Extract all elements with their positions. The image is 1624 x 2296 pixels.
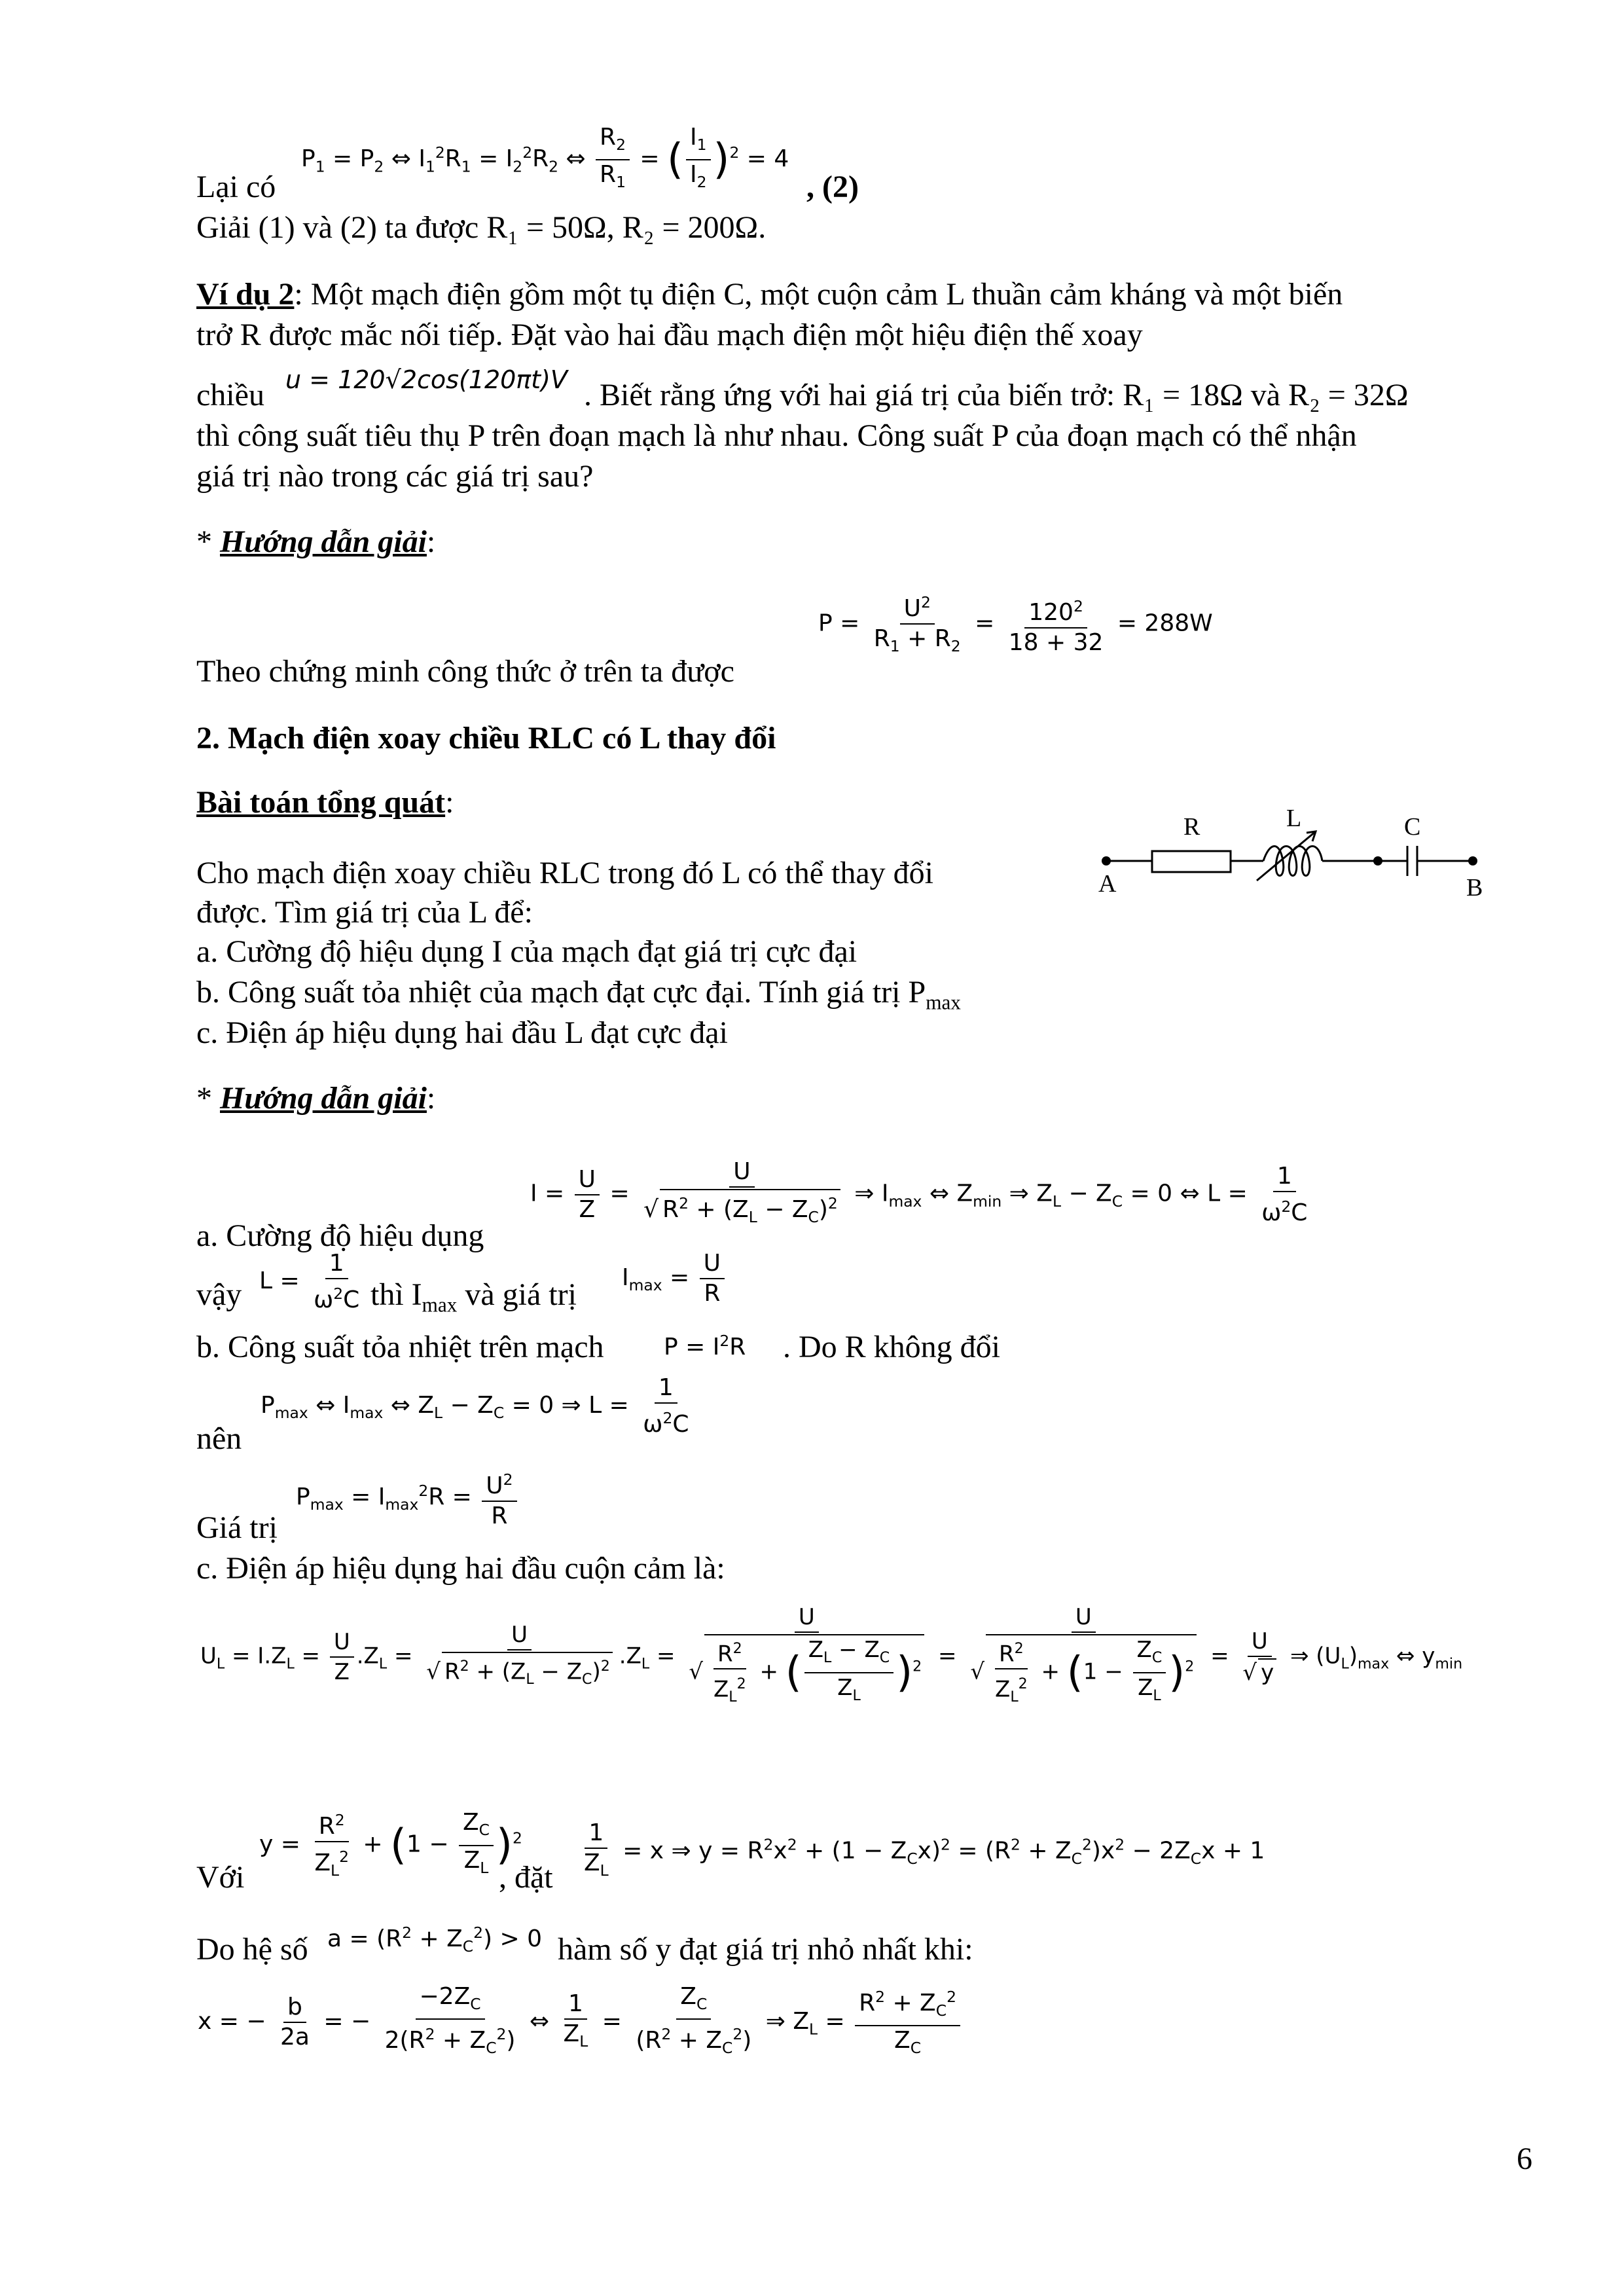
hint-heading-1: * Hướng dẫn giải: <box>196 524 436 559</box>
text-lai-co: Lại có <box>196 170 276 204</box>
text-solution-1: Giải (1) và (2) ta được R₁ = 50Ω, R₂ = 200Ω. <box>196 210 767 245</box>
hint-heading-2: * Hướng dẫn giải: <box>196 1081 436 1116</box>
formula-imax: $I_{max}$ = $\frac{U}{R}$ <box>622 1250 727 1307</box>
text-c-label: c. Điện áp hiệu dụng hai đầu cuộn cảm là: <box>196 1551 725 1586</box>
formula-y-def: y = $\frac{R^2}{Z_L^2}$ + (1 − $\frac{Z_C}{Z_L}$ )$^2$ <box>259 1807 522 1884</box>
circuit-label-a: A <box>1098 870 1117 898</box>
text-theo: Theo chứng minh công thức ở trên ta được <box>196 654 734 689</box>
example-2-line-1: Ví dụ 2: Một mạch điện gồm một tụ điện C, một cuộn cảm L thuần cảm kháng và một biến <box>196 277 1343 312</box>
formula-a-coeff: $a = (R^2 + Z_C^2) > 0$ <box>327 1923 543 1956</box>
example-2-line-3b: . Biết rằng ứng với hai giá trị của biến trở: R₁ = 18Ω và R₂ = 32Ω <box>584 378 1409 412</box>
page-number: 6 <box>1517 2141 1532 2176</box>
circuit-label-b: B <box>1466 874 1483 902</box>
example-2-line-5: giá trị nào trong các giá trị sau? <box>196 459 594 494</box>
formula-power: P = $\frac{U^2}{R_1 + R_2}$ = $\frac{120^2}{18 + 32}$ = 288W <box>818 589 1213 659</box>
problem-item-a: a. Cường độ hiệu dụng I của mạch đạt giá trị cực đại <box>196 934 857 969</box>
text-b-end: . Do R không đổi <box>783 1330 1001 1364</box>
example-2-line-2: trở R được mắc nối tiếp. Đặt vào hai đầu mạch điện một hiệu điện thế xoay <box>196 318 1143 352</box>
formula-current: I = $\frac{U}{Z}$ = $\frac{U}{√ R^2 + (Z_L - Z_C)^2}$ ⇒ $I_{max}$ ⇔ $Z_{min}$ ⇒ $Z_L - Z_C = 0$ ⇔ L = $\frac{1}{\omega^2C}$ <box>530 1159 1314 1230</box>
general-problem-heading: Bài toán tổng quát: <box>196 785 454 820</box>
text-dat: , đặt <box>499 1860 553 1895</box>
text-gia-tri: Giá trị <box>196 1510 278 1545</box>
example-2-line-4: thì công suất tiêu thụ P trên đoạn mạch là như nhau. Công suất P của đoạn mạch có thể nhận <box>196 418 1357 453</box>
text-do-he-so: Do hệ số <box>196 1932 308 1967</box>
text-do-end: hàm số y đạt giá trị nhỏ nhất khi: <box>558 1932 973 1967</box>
problem-item-c: c. Điện áp hiệu dụng hai đầu L đạt cực đại <box>196 1015 728 1050</box>
formula-y-expand: $\frac{1}{Z_L}$ = x ⇒ $y = R^2x^2 + (1 - Z_Cx)^2 = (R^2 + Z_C^2)x^2 - 2Z_Cx + 1$ <box>584 1819 1265 1880</box>
text-voi: Với <box>196 1860 245 1895</box>
text-thi-imax: thì $I_{max}$ và giá trị <box>370 1277 577 1317</box>
formula-p1-p2: $P_1 = P_2$ ⇔ $I_1^2R_1 = I_2^2R_2$ ⇔ $\frac{R_2}{R_1}$ = ( $\frac{I_1}{I_2}$ )$^2$ = 4 <box>301 124 789 192</box>
text-eq-2: , (2) <box>806 170 859 204</box>
formula-l-value-1: L = $\frac{1}{\omega^2C}$ <box>259 1250 360 1313</box>
formula-ul: $U_L = I.Z_L$ = $\frac{U}{Z}$ $.Z_L$ = $\frac{U}{√ R^2 + (Z_L - Z_C)^2}$ $.Z_L$ = U √ $\frac{R^2}{Z_L^2}$ + ( $\frac{Z_L - Z_C}{Z_L}$ )$^2$ = U √ $\frac{R^2}{Z_L^2}$ + (1 − $\frac{Z_C}{Z_L}$ )$^2$ = $\frac{U}{√ y}$ ⇒ $(U_L)_{max}$ ⇔ $y_{min}$ <box>200 1604 1462 1710</box>
example-2-line-3a: chiều <box>196 378 264 412</box>
formula-pmax-value: $P_{max} = I_{max}^2R$ = $\frac{U^2}{R}$ <box>296 1467 520 1529</box>
text-a-label: a. Cường độ hiệu dụng <box>196 1218 484 1253</box>
circuit-label-c: C <box>1404 813 1421 841</box>
text-b-label: b. Công suất tỏa nhiệt trên mạch <box>196 1330 604 1364</box>
section-2-title: 2. Mạch điện xoay chiều RLC có L thay đổi <box>196 721 776 756</box>
circuit-label-l: L <box>1286 805 1302 832</box>
rlc-circuit-diagram <box>1087 805 1492 903</box>
formula-zl-result: x = − $\frac{b}{2a}$ = − $\frac{-2Z_C}{2(R^2 + Z_C^2)}$ ⇔ $\frac{1}{Z_L}$ = $\frac{Z_C}{(R^2 + Z_C^2)}$ ⇒ $Z_L$ = $\frac{R^2 + Z_C^2}{Z_C}$ <box>198 1984 963 2061</box>
formula-voltage: u = 120√2cos(120πt)V <box>285 365 568 394</box>
problem-line-1: Cho mạch điện xoay chiều RLC trong đó L có thể thay đổi <box>196 856 933 890</box>
example-2-title: Ví dụ 2 <box>196 277 295 312</box>
formula-p-i2r: $P = I^2R$ <box>664 1332 746 1360</box>
circuit-label-r: R <box>1183 813 1200 841</box>
problem-item-b: b. Công suất tỏa nhiệt của mạch đạt cực đại. Tính giá trị $P_{max}$ <box>196 975 961 1014</box>
text-nen: nên <box>196 1421 242 1456</box>
text-vay: vậy <box>196 1277 242 1312</box>
formula-pmax: $P_{max}$ ⇔ $I_{max}$ ⇔ $Z_L - Z_C = 0$ ⇒ L = $\frac{1}{\omega^2C}$ <box>261 1374 689 1438</box>
problem-line-2: được. Tìm giá trị của L để: <box>196 895 533 930</box>
